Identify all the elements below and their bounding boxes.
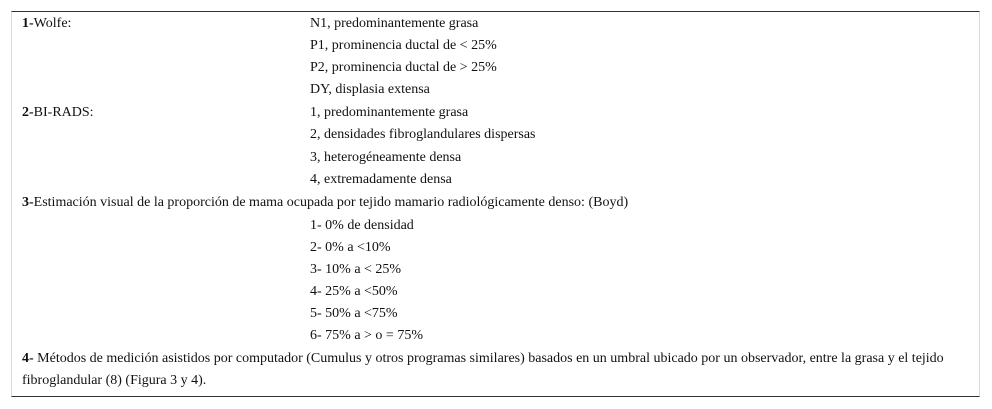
table-row — [12, 147, 979, 169]
table-row — [12, 325, 979, 347]
boyd-item: 5- 50% a <75% — [310, 306, 398, 321]
table-row — [12, 192, 979, 214]
boyd-item: 3- 10% a < 25% — [310, 262, 402, 277]
table-row — [12, 303, 979, 325]
boyd-item: 4- 25% a <50% — [310, 284, 398, 299]
birads-item: 4, extremadamente densa — [310, 172, 452, 187]
birads-item: 2, densidades fibroglandulares dispersas — [310, 127, 536, 142]
section-text: Métodos de medición asistidos por computador (Cumulus y otros programas similares) basados en un umbral ubicado por un observador, entre la grasa y el tejido fibroglandular (8) (Figura 3 y 4). — [22, 351, 944, 388]
section-computer-methods — [22, 348, 967, 392]
classification-table — [11, 11, 980, 397]
boyd-item: 1- 0% de densidad — [310, 218, 414, 233]
table-row — [12, 124, 979, 146]
wolfe-item: P1, prominencia ductal de < 25% — [310, 38, 497, 53]
table-row — [12, 102, 979, 124]
wolfe-item: DY, displasia extensa — [310, 82, 430, 97]
section-label-birads: 2-BI-RADS: — [22, 105, 94, 120]
boyd-item: 6- 75% a > o = 75% — [310, 328, 423, 343]
section-label-boyd: 3-Estimación visual de la proporción de mama ocupada por tejido mamario radiológicamente denso: (Boyd) — [22, 195, 629, 210]
table-row — [12, 35, 979, 57]
wolfe-item: N1, predominantemente grasa — [310, 16, 479, 31]
table-row — [12, 281, 979, 303]
table-row — [12, 13, 979, 35]
table-row — [12, 169, 979, 191]
table-row — [12, 259, 979, 281]
birads-item: 3, heterogéneamente densa — [310, 150, 462, 165]
table-row — [12, 215, 979, 237]
table-row — [12, 79, 979, 101]
boyd-item: 2- 0% a <10% — [310, 240, 391, 255]
section-label-wolfe: 1-Wolfe: — [22, 16, 72, 31]
section-number: 4- — [22, 351, 34, 366]
table-row — [12, 237, 979, 259]
table-row — [12, 57, 979, 79]
birads-item: 1, predominantemente grasa — [310, 105, 469, 120]
wolfe-item: P2, prominencia ductal de > 25% — [310, 60, 497, 75]
